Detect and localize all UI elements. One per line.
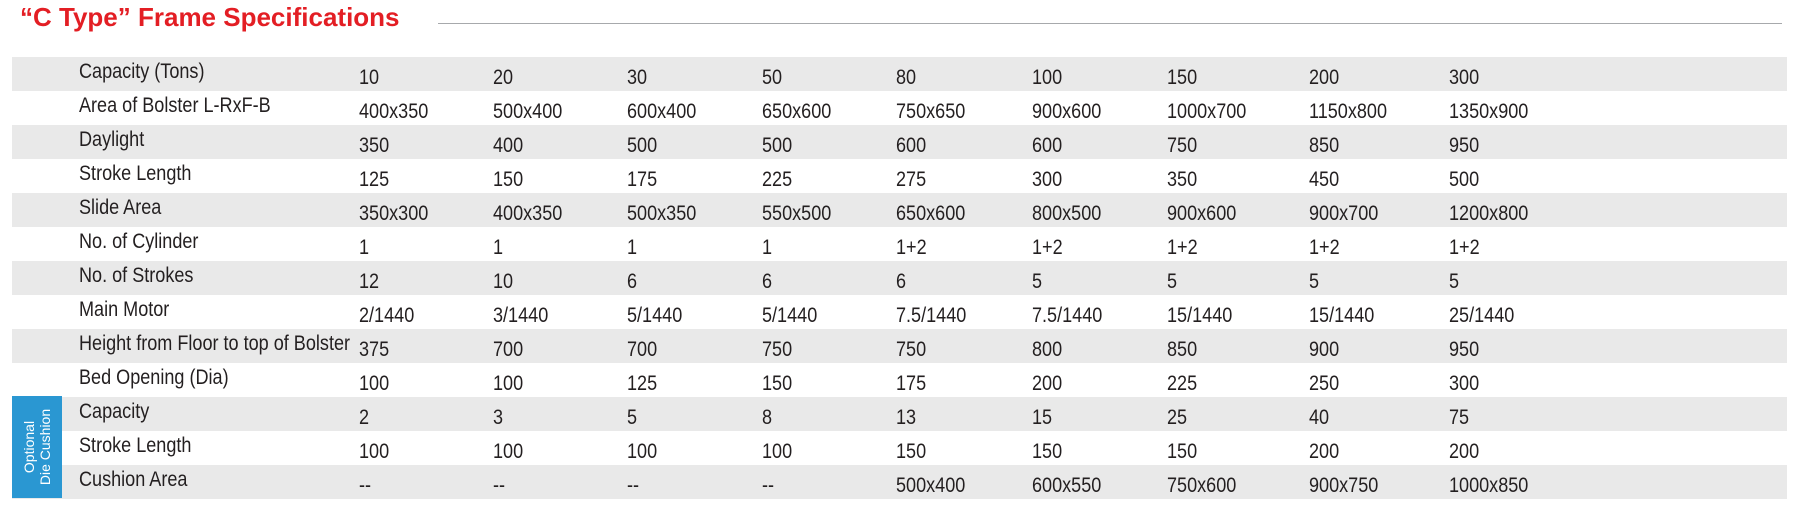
table-cell: 10: [359, 66, 380, 89]
table-row: [12, 465, 1787, 499]
table-cell: 225: [1167, 372, 1198, 395]
table-cell: 20: [493, 66, 514, 89]
table-cell: 30: [627, 66, 648, 89]
table-cell: 150: [493, 168, 524, 191]
table-cell: 700: [627, 338, 658, 361]
table-cell: 300: [1449, 66, 1480, 89]
row-label: Area of Bolster L-RxF-B: [79, 94, 271, 117]
table-cell: 500: [627, 134, 658, 157]
table-row: [12, 159, 1787, 193]
table-cell: 75: [1449, 406, 1470, 429]
table-cell: 10: [493, 270, 514, 293]
row-label: No. of Strokes: [79, 264, 194, 287]
table-cell: 950: [1449, 134, 1480, 157]
table-cell: 850: [1167, 338, 1198, 361]
table-cell: 125: [359, 168, 390, 191]
row-label: Stroke Length: [79, 434, 192, 457]
table-cell: 800: [1032, 338, 1063, 361]
table-cell: 750: [896, 338, 927, 361]
table-cell: 15/1440: [1167, 304, 1233, 327]
table-cell: 15: [1032, 406, 1053, 429]
table-cell: 500x350: [627, 202, 697, 225]
table-cell: 150: [1167, 66, 1198, 89]
table-cell: 250: [1309, 372, 1340, 395]
row-label: No. of Cylinder: [79, 230, 199, 253]
table-cell: 6: [896, 270, 907, 293]
table-cell: 6: [762, 270, 773, 293]
table-cell: --: [762, 474, 775, 497]
table-cell: 400x350: [359, 100, 429, 123]
table-cell: 1: [359, 236, 370, 259]
table-cell: 125: [627, 372, 658, 395]
table-cell: 175: [627, 168, 658, 191]
table-cell: 700: [493, 338, 524, 361]
table-cell: 100: [493, 440, 524, 463]
table-row: [12, 431, 1787, 465]
table-cell: 7.5/1440: [896, 304, 967, 327]
table-cell: 900x700: [1309, 202, 1379, 225]
table-cell: 5: [1167, 270, 1178, 293]
table-row: [12, 397, 1787, 431]
table-cell: 300: [1449, 372, 1480, 395]
table-cell: 13: [896, 406, 917, 429]
table-cell: 100: [359, 440, 390, 463]
table-cell: 100: [493, 372, 524, 395]
row-label: Slide Area: [79, 196, 162, 219]
table-cell: 50: [762, 66, 783, 89]
table-row: [12, 261, 1787, 295]
table-cell: 2/1440: [359, 304, 415, 327]
table-cell: 550x500: [762, 202, 832, 225]
table-cell: 200: [1309, 440, 1340, 463]
table-cell: 1+2: [1032, 236, 1063, 259]
table-cell: 850: [1309, 134, 1340, 157]
table-cell: 650x600: [762, 100, 832, 123]
table-cell: 500: [762, 134, 793, 157]
table-row: [12, 329, 1787, 363]
table-cell: 200: [1032, 372, 1063, 395]
table-cell: 900x600: [1167, 202, 1237, 225]
table-cell: 750: [1167, 134, 1198, 157]
table-cell: 7.5/1440: [1032, 304, 1103, 327]
table-cell: 1+2: [1449, 236, 1480, 259]
table-cell: 200: [1449, 440, 1480, 463]
table-cell: 25: [1167, 406, 1188, 429]
table-row: [12, 125, 1787, 159]
table-cell: 175: [896, 372, 927, 395]
table-cell: 800x500: [1032, 202, 1102, 225]
table-cell: 1000x850: [1449, 474, 1529, 497]
table-cell: 200: [1309, 66, 1340, 89]
spec-table: [12, 57, 1787, 499]
table-cell: 100: [627, 440, 658, 463]
table-cell: 275: [896, 168, 927, 191]
table-cell: 12: [359, 270, 380, 293]
table-cell: 100: [1032, 66, 1063, 89]
optional-die-cushion-tab: [12, 396, 62, 498]
table-cell: 500x400: [896, 474, 966, 497]
title-divider: [438, 23, 1782, 24]
row-label: Bed Opening (Dia): [79, 366, 229, 389]
table-cell: 5: [627, 406, 638, 429]
table-cell: 400x350: [493, 202, 563, 225]
table-cell: 300: [1032, 168, 1063, 191]
table-cell: 500x400: [493, 100, 563, 123]
table-cell: 900: [1309, 338, 1340, 361]
table-cell: 750: [762, 338, 793, 361]
table-cell: 2: [359, 406, 370, 429]
table-cell: 3/1440: [493, 304, 549, 327]
table-cell: 1000x700: [1167, 100, 1247, 123]
table-cell: 40: [1309, 406, 1330, 429]
table-cell: 1+2: [1167, 236, 1198, 259]
table-row: [12, 193, 1787, 227]
table-row: [12, 363, 1787, 397]
table-cell: 3: [493, 406, 504, 429]
table-cell: 950: [1449, 338, 1480, 361]
table-cell: 8: [762, 406, 773, 429]
table-cell: 750x600: [1167, 474, 1237, 497]
table-cell: --: [359, 474, 372, 497]
table-cell: 375: [359, 338, 390, 361]
table-cell: 80: [896, 66, 917, 89]
table-cell: 5/1440: [627, 304, 683, 327]
side-tab-line-1: Optional: [21, 420, 37, 474]
table-cell: 1+2: [896, 236, 927, 259]
table-cell: 450: [1309, 168, 1340, 191]
table-cell: 1350x900: [1449, 100, 1529, 123]
table-cell: 350x300: [359, 202, 429, 225]
table-cell: 1: [762, 236, 773, 259]
table-cell: 150: [896, 440, 927, 463]
table-cell: 5: [1032, 270, 1043, 293]
table-cell: --: [493, 474, 506, 497]
table-cell: 5: [1309, 270, 1320, 293]
table-cell: 600x400: [627, 100, 697, 123]
table-cell: 100: [762, 440, 793, 463]
table-cell: 750x650: [896, 100, 966, 123]
table-cell: 150: [762, 372, 793, 395]
table-cell: 225: [762, 168, 793, 191]
table-cell: 600: [1032, 134, 1063, 157]
table-cell: 400: [493, 134, 524, 157]
row-label: Capacity (Tons): [79, 60, 205, 83]
table-cell: 900x600: [1032, 100, 1102, 123]
table-cell: 5: [1449, 270, 1460, 293]
table-cell: 600: [896, 134, 927, 157]
table-row: [12, 91, 1787, 125]
table-cell: 500: [1449, 168, 1480, 191]
table-cell: 100: [359, 372, 390, 395]
table-cell: 1150x800: [1309, 100, 1388, 123]
row-label: Height from Floor to top of Bolster: [79, 332, 351, 355]
table-cell: --: [627, 474, 640, 497]
row-label: Main Motor: [79, 298, 170, 321]
row-label: Stroke Length: [79, 162, 192, 185]
table-row: [12, 57, 1787, 91]
table-cell: 900x750: [1309, 474, 1379, 497]
table-row: [12, 227, 1787, 261]
side-tab-line-2: Die Cushion: [37, 408, 53, 486]
table-cell: 650x600: [896, 202, 966, 225]
table-cell: 5/1440: [762, 304, 818, 327]
table-cell: 350: [359, 134, 390, 157]
table-cell: 1: [493, 236, 504, 259]
table-cell: 1: [627, 236, 638, 259]
table-cell: 6: [627, 270, 638, 293]
page-title: “C Type” Frame Specifications: [20, 2, 400, 32]
row-label: Daylight: [79, 128, 145, 151]
table-cell: 15/1440: [1309, 304, 1375, 327]
row-label: Cushion Area: [79, 468, 188, 491]
table-cell: 150: [1167, 440, 1198, 463]
row-label: Capacity: [79, 400, 150, 423]
table-row: [12, 295, 1787, 329]
table-cell: 350: [1167, 168, 1198, 191]
side-tab-label: [21, 409, 53, 485]
table-cell: 1200x800: [1449, 202, 1529, 225]
table-cell: 1+2: [1309, 236, 1340, 259]
header: [0, 0, 1795, 40]
table-cell: 600x550: [1032, 474, 1102, 497]
table-cell: 150: [1032, 440, 1063, 463]
table-cell: 25/1440: [1449, 304, 1515, 327]
